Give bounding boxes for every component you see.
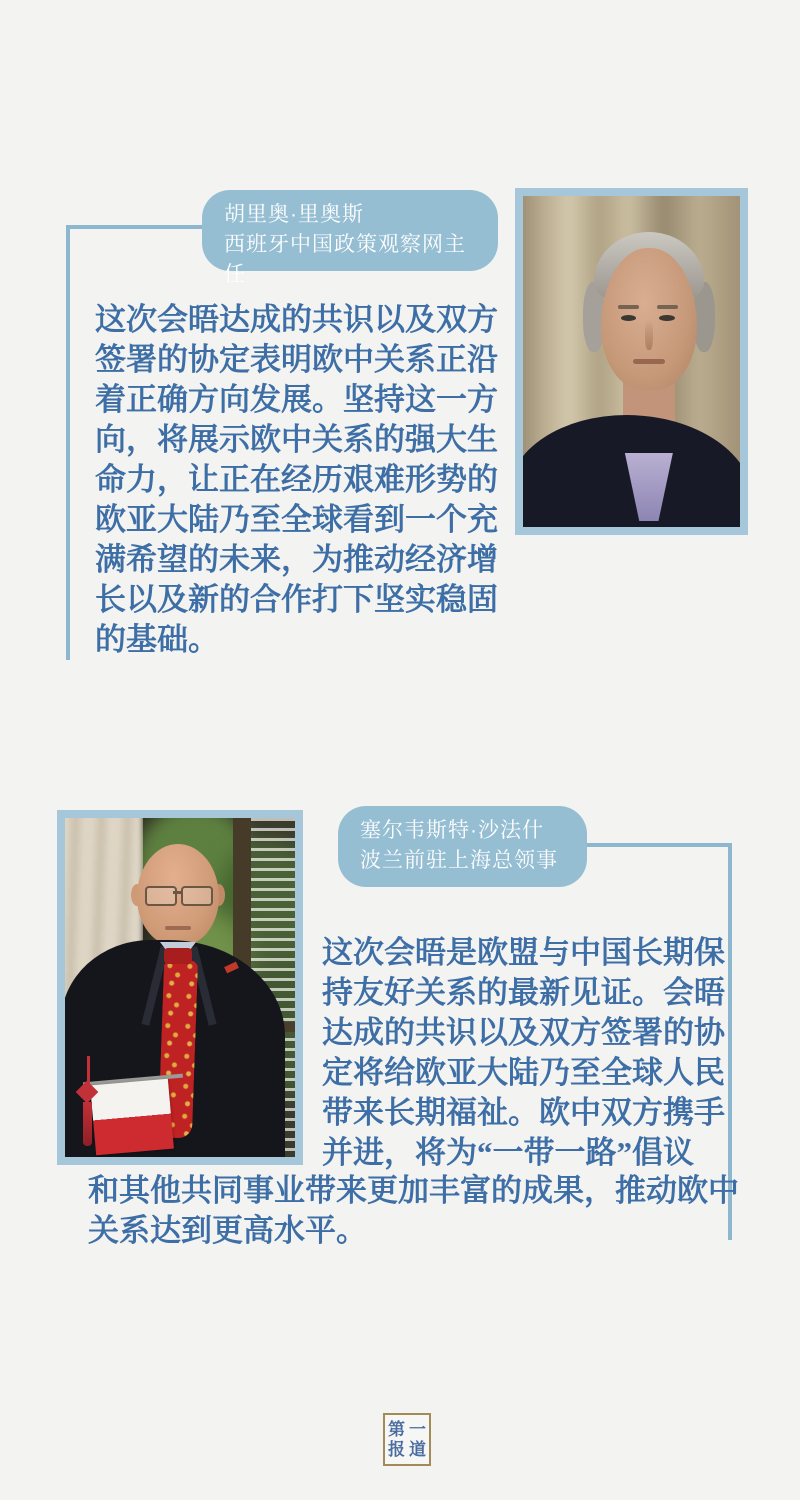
speaker1-name: 胡里奥·里奥斯 (224, 203, 364, 226)
photo2-tassel-tails (83, 1102, 92, 1146)
quote-line: 长以及新的合作打下坚实稳固 (95, 582, 498, 617)
quote-line: 的基础。 (95, 622, 219, 657)
quote-line: 签署的协定表明欧中关系正沿 (95, 342, 498, 377)
speaker1-title: 西班牙中国政策观察网主任 (224, 233, 466, 286)
photo1-eyebrow-right (657, 305, 678, 309)
photo2-polish-flag (90, 1079, 174, 1156)
quote-line: 并进，将为“一带一路”倡议 (322, 1135, 694, 1170)
quote-line: 欧亚大陆乃至全球看到一个充 (95, 502, 498, 537)
photo2-mouth (165, 926, 191, 930)
photo1-face (601, 248, 697, 390)
speaker2-photo (57, 810, 303, 1165)
speaker1-photo (515, 188, 748, 535)
photo2-glasses-left-lens (145, 886, 177, 906)
footer-logo-row2: 报道 (388, 1439, 430, 1459)
quote-line: 持友好关系的最新见证。会晤 (322, 975, 725, 1010)
speaker1-quote (95, 300, 515, 660)
quote-line: 带来长期福祉。欧中双方携手 (322, 1095, 725, 1130)
speaker2-name: 塞尔韦斯特·沙法什 (360, 819, 544, 842)
quote-line: 命力，让正在经历艰难形势的 (95, 462, 498, 497)
quote2-connector-line (585, 843, 732, 847)
speaker2-title: 波兰前驻上海总领事 (360, 849, 558, 872)
quote-line: 这次会晤达成的共识以及双方 (95, 302, 498, 337)
quote1-left-rule (66, 225, 70, 660)
speaker2-quote-below-photo (88, 1171, 748, 1251)
photo1-eye-left (621, 315, 636, 321)
speaker2-badge (338, 806, 587, 887)
photo2-tie-knot (164, 948, 192, 964)
quote-line: 定将给欧亚大陆乃至全球人民 (322, 1055, 725, 1090)
quote-line: 向，将展示欧中关系的强大生 (95, 422, 498, 457)
quote-line: 满希望的未来，为推动经济增 (95, 542, 498, 577)
footer-logo-row1: 第一 (388, 1419, 430, 1439)
photo1-nose (645, 319, 653, 350)
quote-line: 和其他共同事业带来更加丰富的成果，推动欧中 (88, 1173, 739, 1208)
quote-line: 这次会晤是欧盟与中国长期保 (322, 935, 725, 970)
quote-line: 关系达到更高水平。 (88, 1213, 367, 1248)
photo1-mouth (633, 359, 666, 364)
speaker1-badge (202, 190, 498, 286)
photo2-glasses-bridge (173, 891, 181, 894)
photo1-eyebrow-left (618, 305, 639, 309)
photo1-eye-right (659, 315, 674, 321)
quote-line: 着正确方向发展。坚持这一方 (95, 382, 498, 417)
photo2-glasses-right-lens (181, 886, 213, 906)
footer-logo (383, 1413, 431, 1466)
quote1-connector-line (66, 225, 206, 229)
speaker2-quote-beside-photo (322, 933, 742, 1173)
quote-line: 达成的共识以及双方签署的协 (322, 1015, 725, 1050)
